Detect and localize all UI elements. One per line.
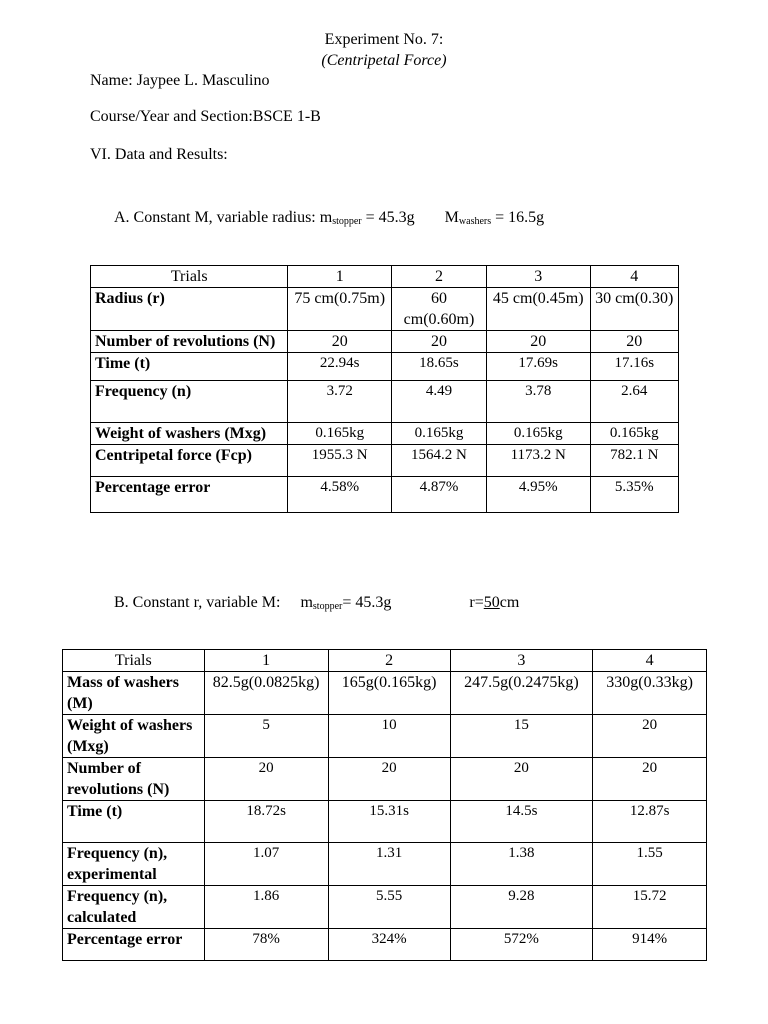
row-label: Weight of washers (Mxg) (91, 423, 288, 445)
table-cell: 20 (450, 758, 593, 801)
table-b-trial-2: 2 (328, 650, 450, 672)
table-a-trial-1: 1 (288, 266, 392, 288)
document-title: Experiment No. 7: (324, 31, 444, 48)
table-cell: 4.87% (392, 477, 487, 513)
row-label: Weight of washers (Mxg) (63, 715, 205, 758)
row-label: Percentage error (63, 929, 205, 961)
table-cell: 9.28 (450, 886, 593, 929)
table-row (63, 801, 707, 843)
table-cell: 1.86 (204, 886, 328, 929)
table-cell: 572% (450, 929, 593, 961)
table-cell: 5.55 (328, 886, 450, 929)
table-cell: 75 cm(0.75m) (288, 288, 392, 331)
table-row (91, 477, 679, 513)
table-a-header-label: Trials (91, 266, 288, 288)
table-row (91, 423, 679, 445)
table-cell: 1955.3 N (288, 445, 392, 477)
part-a-heading (114, 209, 544, 227)
table-cell: 15.31s (328, 801, 450, 843)
table-cell: 12.87s (593, 801, 707, 843)
table-row (91, 381, 679, 423)
table-cell: 17.69s (486, 353, 590, 381)
table-cell: 5 (204, 715, 328, 758)
table-cell: 3.78 (486, 381, 590, 423)
table-row (91, 445, 679, 477)
row-label: Time (t) (63, 801, 205, 843)
part-b-heading (114, 594, 519, 612)
table-a-trial-3: 3 (486, 266, 590, 288)
table-cell: 20 (590, 331, 679, 353)
part-b-r-value: 50 (483, 594, 500, 611)
row-label: Frequency (n) (91, 381, 288, 423)
table-b-header-label: Trials (63, 650, 205, 672)
table-cell: 20 (593, 715, 707, 758)
table-a-trial-4: 4 (590, 266, 679, 288)
table-cell: 0.165kg (288, 423, 392, 445)
part-a-m-value: = 45.3g (361, 209, 415, 226)
table-cell: 1173.2 N (486, 445, 590, 477)
table-cell: 5.35% (590, 477, 679, 513)
table-cell: 20 (486, 331, 590, 353)
table-cell: 20 (328, 758, 450, 801)
part-a-intro: A. Constant M, variable radius: m (114, 209, 333, 226)
table-a-trial-2: 2 (392, 266, 487, 288)
table-row (63, 886, 707, 929)
table-cell: 20 (288, 331, 392, 353)
part-b-intro: B. Constant r, variable M: (114, 594, 281, 611)
table-row (63, 672, 707, 715)
document-subtitle: (Centripetal Force) (321, 52, 447, 69)
row-label: Number of revolutions (N) (91, 331, 288, 353)
table-cell: 4.95% (486, 477, 590, 513)
table-b-trial-3: 3 (450, 650, 593, 672)
table-cell: 914% (593, 929, 707, 961)
table-b (62, 649, 707, 961)
table-cell: 10 (328, 715, 450, 758)
table-row (63, 843, 707, 886)
part-b-m-value: = 45.3g (342, 594, 392, 611)
course-section: Course/Year and Section:BSCE 1-B (90, 108, 321, 125)
part-b-r-unit: cm (499, 594, 520, 611)
table-cell: 82.5g(0.0825kg) (204, 672, 328, 715)
table-cell: 1.38 (450, 843, 593, 886)
row-label: Percentage error (91, 477, 288, 513)
table-cell: 45 cm(0.45m) (486, 288, 590, 331)
table-cell: 22.94s (288, 353, 392, 381)
table-cell: 20 (204, 758, 328, 801)
student-name: Name: Jaypee L. Masculino (90, 72, 270, 89)
table-cell: 330g(0.33kg) (593, 672, 707, 715)
table-cell: 782.1 N (590, 445, 679, 477)
table-cell: 78% (204, 929, 328, 961)
table-cell: 324% (328, 929, 450, 961)
row-label: Number of revolutions (N) (63, 758, 205, 801)
table-cell: 0.165kg (590, 423, 679, 445)
table-cell: 20 (392, 331, 487, 353)
row-label: Frequency (n), experimental (63, 843, 205, 886)
table-b-trial-1: 1 (204, 650, 328, 672)
row-label: Time (t) (91, 353, 288, 381)
table-cell: 14.5s (450, 801, 593, 843)
table-a (90, 265, 679, 513)
part-a-M-subscript: washers (458, 216, 492, 227)
part-a-m-subscript: stopper (332, 216, 362, 227)
table-cell: 4.58% (288, 477, 392, 513)
table-cell: 20 (593, 758, 707, 801)
table-cell: 1.07 (204, 843, 328, 886)
row-label: Radius (r) (91, 288, 288, 331)
table-row (63, 929, 707, 961)
table-row (91, 353, 679, 381)
table-cell: 17.16s (590, 353, 679, 381)
part-b-m-subscript: stopper (312, 601, 343, 612)
table-row (63, 758, 707, 801)
table-row (91, 288, 679, 331)
table-a-header-row (91, 266, 679, 288)
row-label: Centripetal force (Fcp) (91, 445, 288, 477)
table-cell: 1564.2 N (392, 445, 487, 477)
table-cell: 165g(0.165kg) (328, 672, 450, 715)
table-cell: 1.31 (328, 843, 450, 886)
part-a-M-value: = 16.5g (491, 209, 545, 226)
table-cell: 2.64 (590, 381, 679, 423)
table-cell: 18.65s (392, 353, 487, 381)
table-cell: 4.49 (392, 381, 487, 423)
row-label: Mass of washers (M) (63, 672, 205, 715)
table-cell: 60 cm(0.60m) (392, 288, 487, 331)
part-b-r-prefix: r= (469, 594, 484, 611)
table-cell: 30 cm(0.30) (590, 288, 679, 331)
table-cell: 15.72 (593, 886, 707, 929)
table-cell: 0.165kg (392, 423, 487, 445)
table-row (63, 715, 707, 758)
table-cell: 247.5g(0.2475kg) (450, 672, 593, 715)
section-heading: VI. Data and Results: (90, 146, 228, 163)
part-b-m-symbol: m (300, 594, 313, 611)
table-cell: 1.55 (593, 843, 707, 886)
row-label: Frequency (n), calculated (63, 886, 205, 929)
table-row (91, 331, 679, 353)
table-cell: 0.165kg (486, 423, 590, 445)
table-b-header-row (63, 650, 707, 672)
part-a-M-symbol: M (444, 209, 459, 226)
table-cell: 3.72 (288, 381, 392, 423)
table-cell: 18.72s (204, 801, 328, 843)
table-b-trial-4: 4 (593, 650, 707, 672)
table-cell: 15 (450, 715, 593, 758)
